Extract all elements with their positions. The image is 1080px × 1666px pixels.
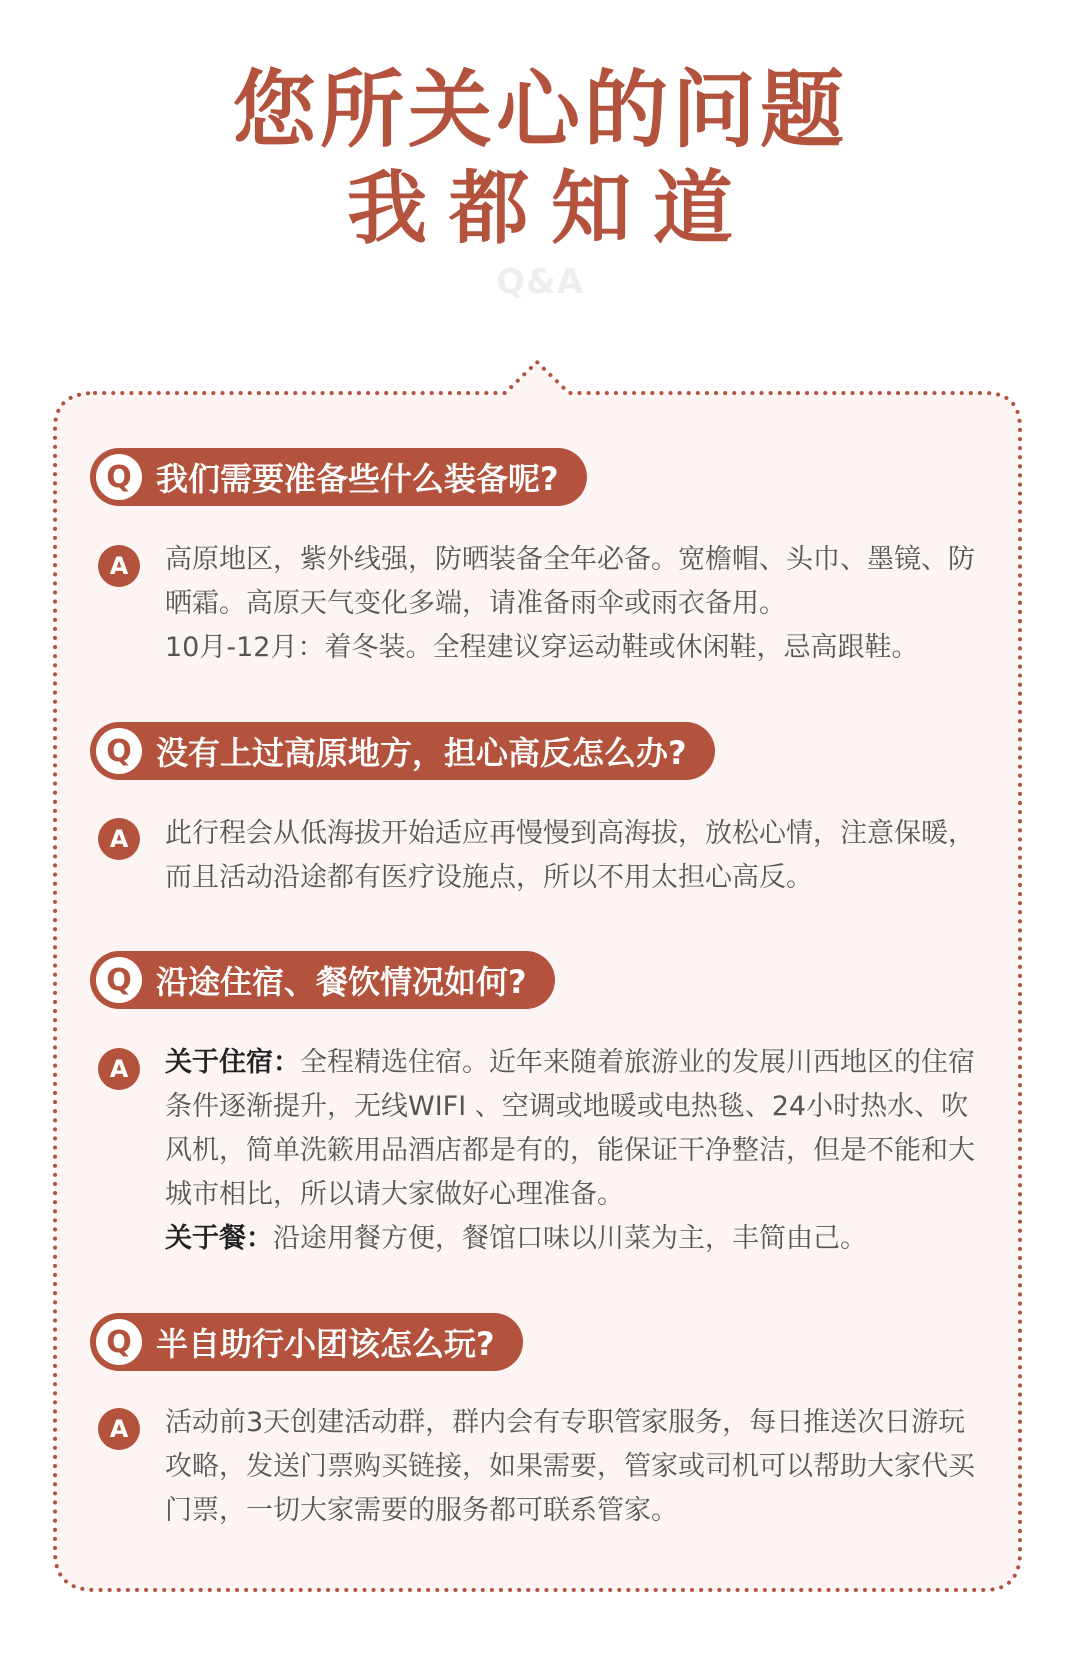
question-text: 沿途住宿、餐饮情况如何? xyxy=(156,963,527,1001)
question-badge-icon: Q xyxy=(96,454,142,500)
answer-lead: 关于餐： xyxy=(165,1223,273,1254)
answer-badge-icon: A xyxy=(98,1408,140,1450)
question-text: 没有上过高原地方，担心高反怎么办? xyxy=(156,734,687,772)
page-title-line-1: 您所关心的问题 xyxy=(231,60,848,159)
question-text: 我们需要准备些什么装备呢? xyxy=(156,460,559,498)
answer-body: 全程精选住宿。近年来随着旅游业的发展川西地区的住宿条件逐渐提升，无线WIFI 、空调或地暖或电热毯、24小时热水、吹风机，简单洗簌用品酒店都是有的，能保证干净整洁，但是不能和大城市相比，所以请大家做好心理准备。 xyxy=(165,1047,975,1210)
question-badge-icon: Q xyxy=(96,957,142,1003)
answer-badge-icon: A xyxy=(98,545,140,587)
answer-paragraph xyxy=(165,1041,985,1217)
answer-badge-icon: A xyxy=(98,1048,140,1090)
answer-badge-icon: A xyxy=(98,818,140,860)
question-pill xyxy=(90,1313,523,1371)
qa-subtitle: Q&A xyxy=(496,262,584,302)
answer-text xyxy=(165,812,985,900)
page-title-line-2: 我都知道 xyxy=(347,161,755,255)
answer-text xyxy=(165,538,985,670)
answer-paragraph xyxy=(165,1217,985,1261)
answer-line: 活动前3天创建活动群，群内会有专职管家服务，每日推送次日游玩攻略，发送门票购买链接，如果需要，管家或司机可以帮助大家代买门票，一切大家需要的服务都可联系管家。 xyxy=(165,1407,975,1526)
answer-body: 沿途用餐方便，餐馆口味以川菜为主，丰简由己。 xyxy=(273,1223,867,1254)
answer-lead: 关于住宿： xyxy=(165,1047,300,1078)
question-pill xyxy=(90,722,715,780)
answer-line: 此行程会从低海拔开始适应再慢慢到高海拔，放松心情，注意保暖，而且活动沿途都有医疗设施点，所以不用太担心高反。 xyxy=(165,818,975,893)
question-badge-icon: Q xyxy=(96,1319,142,1365)
question-pill xyxy=(90,448,587,506)
question-badge-icon: Q xyxy=(96,728,142,774)
answer-text xyxy=(165,1041,985,1261)
question-text: 半自助行小团该怎么玩? xyxy=(156,1325,495,1363)
answer-text xyxy=(165,1401,985,1533)
answer-line: 10月-12月：着冬装。全程建议穿运动鞋或休闲鞋，忌高跟鞋。 xyxy=(165,632,919,663)
question-pill xyxy=(90,951,555,1009)
answer-line: 高原地区，紫外线强，防晒装备全年必备。宽檐帽、头巾、墨镜、防晒霜。高原天气变化多端，请准备雨伞或雨衣备用。 xyxy=(165,544,975,619)
